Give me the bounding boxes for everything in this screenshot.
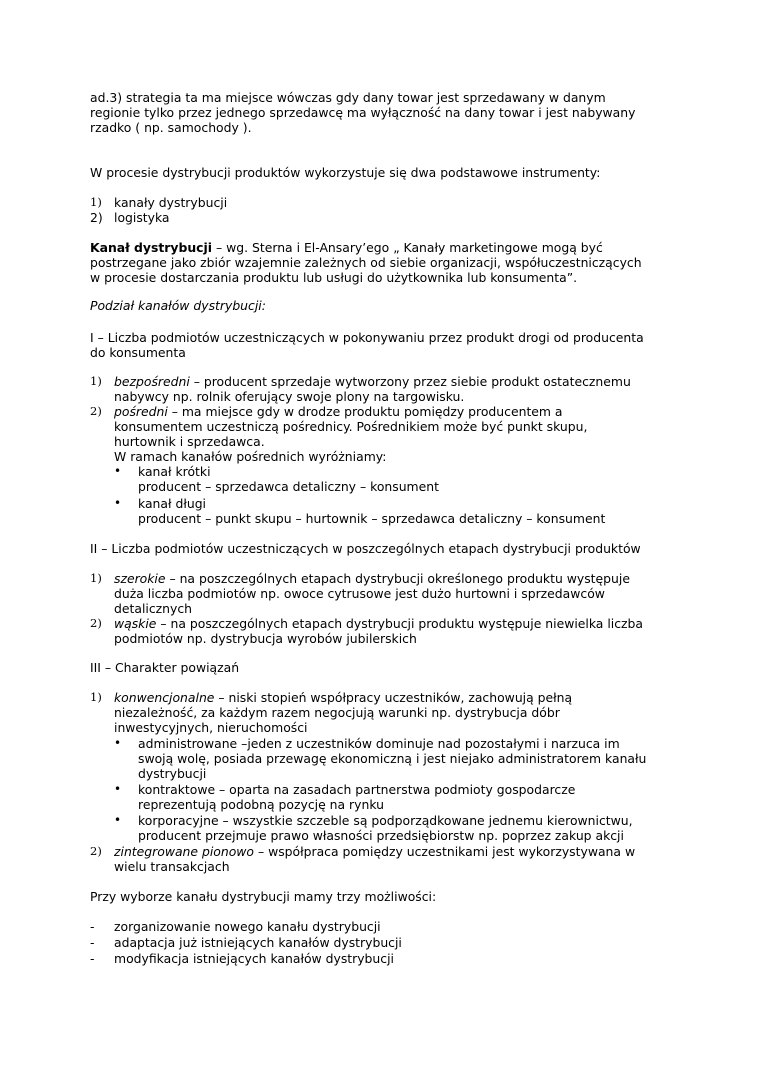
item-line: W ramach kanałów pośrednich wyróżniamy:	[114, 449, 387, 464]
division-heading-text: Podział kanałów dystrybucji:	[90, 298, 266, 313]
choice-item: modyfikacja istniejących kanałów dystrybucji	[114, 951, 394, 966]
list-item	[114, 571, 630, 616]
item-line	[114, 571, 630, 586]
list-item	[114, 616, 643, 646]
list-number: 1)	[90, 690, 102, 704]
section-heading-line: do konsumenta	[90, 345, 186, 360]
item-term: wąskie	[114, 616, 157, 631]
list-item	[114, 404, 587, 464]
item-text: – producent sprzedaje wytworzony przez siebie produkt ostatecznemu	[189, 374, 631, 389]
section-heading-line: I – Liczba podmiotów uczestniczących w pokonywaniu przez produkt drogi od producenta	[90, 330, 644, 345]
item-line: konsumentem uczestniczą pośrednicy. Pośrednikiem może być punkt skupu,	[114, 419, 588, 434]
choice-intro: Przy wyborze kanału dystrybucji mamy trzy możliwości:	[90, 889, 437, 904]
bullet-line: kontraktowe – oparta na zasadach partnerstwa podmioty gospodarcze	[138, 782, 576, 797]
definition-term: Kanał dystrybucji	[90, 240, 213, 255]
bullet-icon: •	[114, 813, 122, 827]
bullet-icon: •	[114, 464, 122, 478]
bullet-icon: •	[114, 736, 122, 750]
list-number: 1)	[90, 374, 102, 388]
instruments-intro: W procesie dystrybucji produktów wykorzystuje się dwa podstawowe instrumenty:	[90, 165, 601, 180]
definition-paragraph	[90, 240, 680, 285]
item-line	[114, 844, 635, 859]
bullet-line: reprezentują podobną pozycję na rynku	[138, 797, 384, 812]
list-number: 2)	[90, 404, 102, 418]
item-line: hurtownik i sprzedawca.	[114, 434, 265, 449]
bullet-item	[138, 813, 633, 843]
item-term: zintegrowane pionowo	[114, 844, 254, 859]
item-line: podmiotów np. dystrybucja wyrobów jubilerskich	[114, 631, 417, 646]
section2-heading: II – Liczba podmiotów uczestniczących w poszczególnych etapach dystrybucji produktów	[90, 541, 641, 556]
item-text: – niski stopień współpracy uczestników, zachowują pełną	[214, 690, 573, 705]
bullet-item	[138, 464, 439, 494]
definition-text: – wg. Sterna i El-Ansary’ego „ Kanały marketingowe mogą być	[212, 240, 603, 255]
item-line: detalicznych	[114, 601, 192, 616]
list-number: 2)	[90, 844, 102, 858]
item-term: pośredni	[114, 404, 168, 419]
definition-line	[90, 240, 680, 255]
item-text: – ma miejsce gdy w drodze produktu pomiędzy producentem a	[167, 404, 563, 419]
item-line	[114, 404, 587, 419]
definition-line: w procesie dostarczania produktu lub usługi do użytkownika lub konsumenta”.	[90, 270, 578, 285]
ad3-paragraph	[90, 90, 680, 135]
item-text: – na poszczególnych etapach dystrybucji określonego produktu występuje	[165, 571, 630, 586]
list-number: 2)	[90, 210, 103, 225]
bullet-line: swoją wolę, posiada przewagę ekonomiczną i jest niejako administratorem kanału	[138, 751, 647, 766]
item-term: bezpośredni	[114, 374, 190, 389]
dash-marker: -	[90, 951, 95, 966]
item-term: szerokie	[114, 571, 166, 586]
item-line: nabywcy np. rolnik oferujący swoje plony na targowisku.	[114, 389, 465, 404]
list-number: 2)	[90, 616, 102, 630]
list-item	[114, 844, 635, 874]
definition-line: postrzegane jako zbiór wzajemnie zależnych od siebie organizacji, współuczestniczących	[90, 255, 642, 270]
ad3-line: rzadko ( np. samochody ).	[90, 120, 252, 135]
item-line	[114, 374, 631, 389]
item-line: niezależność, za każdym razem negocjują warunki np. dystrybucja dóbr	[114, 705, 560, 720]
section1-heading	[90, 330, 680, 360]
choice-item: zorganizowanie nowego kanału dystrybucji	[114, 919, 381, 934]
instrument-item: kanały dystrybucji	[114, 195, 228, 210]
bullet-icon: •	[114, 782, 122, 796]
bullet-item	[138, 782, 575, 812]
ad3-line: regionie tylko przez jednego sprzedawcę ma wyłączność na dany towar i jest nabywany	[90, 105, 636, 120]
dash-marker: -	[90, 935, 95, 950]
bullet-icon: •	[114, 496, 122, 510]
bullet-line: korporacyjne – wszystkie szczeble są podporządkowane jednemu kierownictwu,	[138, 813, 633, 828]
item-term: konwencjonalne	[114, 690, 215, 705]
bullet-item	[138, 736, 646, 781]
item-text: – współpraca pomiędzy uczestnikami jest wykorzystywana w	[254, 844, 636, 859]
ad3-line: ad.3) strategia ta ma miejsce wówczas gdy dany towar jest sprzedawany w danym	[90, 90, 606, 105]
instrument-item: logistyka	[114, 210, 170, 225]
bullet-desc: producent – punkt skupu – hurtownik – sprzedawca detaliczny – konsument	[138, 511, 606, 526]
bullet-line: producent przejmuje prawo własności przedsiębiorstw np. poprzez zakup akcji	[138, 828, 624, 843]
list-number: 1)	[90, 571, 102, 585]
bullet-item	[138, 496, 605, 526]
division-heading	[90, 298, 680, 313]
bullet-title: kanał krótki	[138, 464, 211, 479]
bullet-line: dystrybucji	[138, 766, 207, 781]
list-item	[114, 690, 572, 735]
bullet-desc: producent – sprzedawca detaliczny – konsument	[138, 479, 439, 494]
section3-heading: III – Charakter powiązań	[90, 660, 240, 675]
dash-marker: -	[90, 919, 95, 934]
item-line: wielu transakcjach	[114, 859, 230, 874]
item-line: inwestycyjnych, nieruchomości	[114, 720, 308, 735]
bullet-title: kanał długi	[138, 496, 207, 511]
bullet-line: administrowane –jeden z uczestników dominuje nad pozostałymi i narzuca im	[138, 736, 620, 751]
list-number: 1)	[90, 195, 102, 209]
item-line	[114, 616, 643, 631]
choice-item: adaptacja już istniejących kanałów dystrybucji	[114, 935, 402, 950]
item-line	[114, 690, 572, 705]
list-item	[114, 374, 631, 404]
item-line: duża liczba podmiotów np. owoce cytrusowe jest dużo hurtowni i sprzedawców	[114, 586, 605, 601]
item-text: – na poszczególnych etapach dystrybucji produktu występuje niewielka liczba	[156, 616, 643, 631]
